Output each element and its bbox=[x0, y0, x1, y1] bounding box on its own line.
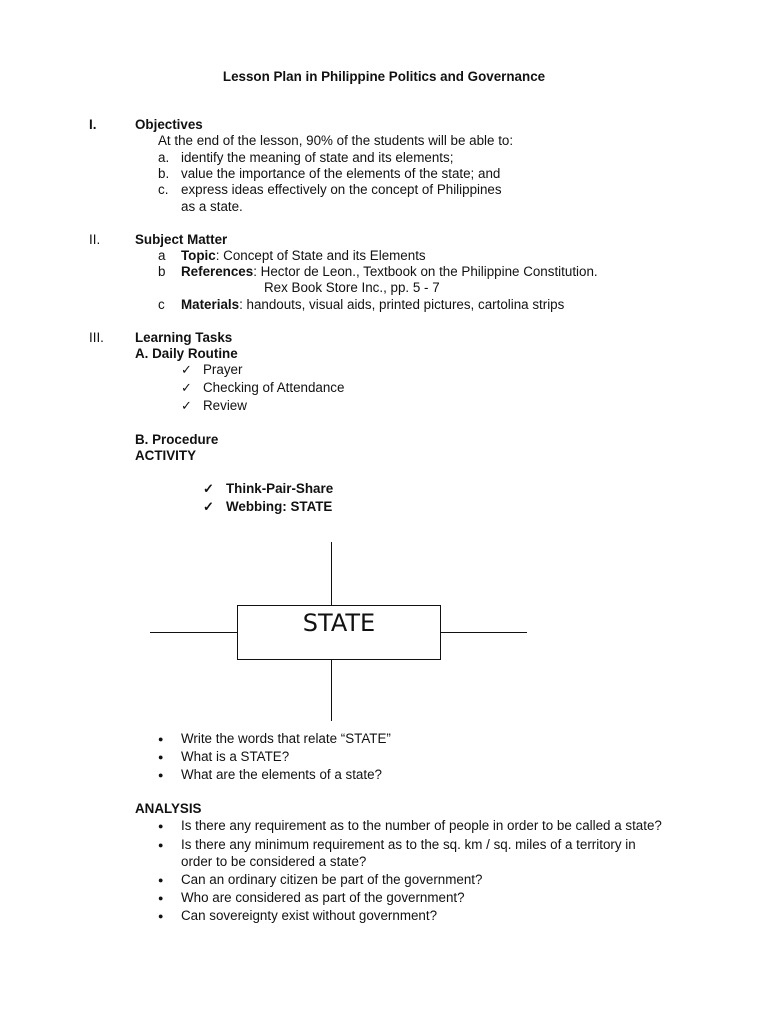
learning-tasks-heading: Learning Tasks bbox=[135, 330, 233, 345]
prompt-item: What is a STATE? bbox=[181, 749, 290, 764]
references-text: : Hector de Leon., Textbook on the Philippine Constitution. bbox=[253, 264, 598, 279]
topic-line bbox=[181, 248, 426, 264]
analysis-question: Can an ordinary citizen be part of the government? bbox=[181, 872, 483, 887]
section-numeral-iii: III. bbox=[89, 330, 104, 345]
routine-item: Checking of Attendance bbox=[203, 380, 345, 395]
subject-matter-heading: Subject Matter bbox=[135, 232, 228, 247]
materials-label: Materials bbox=[181, 297, 240, 312]
objective-marker: b. bbox=[158, 166, 170, 181]
activity-heading: ACTIVITY bbox=[135, 448, 197, 463]
web-center-label: STATE bbox=[302, 609, 376, 637]
routine-item: Review bbox=[203, 398, 247, 413]
analysis-question: Is there any requirement as to the number of people in order to be called a state? bbox=[181, 818, 662, 833]
bullet-icon: ● bbox=[158, 770, 164, 780]
materials-line bbox=[181, 297, 564, 313]
objective-item: express ideas effectively on the concept of Philippines bbox=[181, 182, 502, 197]
activity-item: Think-Pair-Share bbox=[226, 481, 334, 496]
topic-text: : Concept of State and its Elements bbox=[215, 248, 426, 263]
topic-marker: a bbox=[158, 248, 166, 263]
page-title: Lesson Plan in Philippine Politics and Governance bbox=[222, 69, 546, 84]
bullet-icon: ● bbox=[158, 752, 164, 762]
references-continuation: Rex Book Store Inc., pp. 5 - 7 bbox=[264, 280, 440, 295]
topic-label: Topic bbox=[181, 248, 216, 263]
references-line bbox=[181, 264, 598, 280]
objective-item: identify the meaning of state and its elements; bbox=[181, 150, 454, 165]
section-numeral-i: I. bbox=[89, 117, 97, 132]
web-line-top bbox=[331, 542, 332, 605]
web-line-left bbox=[150, 632, 237, 633]
check-icon: ✓ bbox=[181, 380, 192, 395]
web-line-bottom bbox=[331, 659, 332, 721]
bullet-icon: ● bbox=[158, 734, 164, 744]
bullet-icon: ● bbox=[158, 911, 164, 921]
objective-marker: a. bbox=[158, 150, 170, 165]
objectives-heading: Objectives bbox=[135, 117, 203, 132]
check-icon: ✓ bbox=[181, 398, 192, 413]
check-icon: ✓ bbox=[203, 499, 214, 514]
analysis-heading: ANALYSIS bbox=[135, 801, 202, 816]
analysis-question: Can sovereignty exist without government? bbox=[181, 908, 438, 923]
bullet-icon: ● bbox=[158, 821, 164, 831]
section-numeral-ii: II. bbox=[89, 232, 101, 247]
prompt-item: What are the elements of a state? bbox=[181, 767, 382, 782]
prompt-item: Write the words that relate “STATE” bbox=[181, 731, 391, 746]
objective-marker: c. bbox=[158, 182, 169, 197]
objective-item: value the importance of the elements of the state; and bbox=[181, 166, 501, 181]
objectives-intro: At the end of the lesson, 90% of the students will be able to: bbox=[158, 133, 514, 148]
check-icon: ✓ bbox=[203, 481, 214, 496]
routine-item: Prayer bbox=[203, 362, 243, 377]
references-marker: b bbox=[158, 264, 166, 279]
web-line-right bbox=[441, 632, 527, 633]
procedure-heading: B. Procedure bbox=[135, 432, 219, 447]
analysis-question-continuation: order to be considered a state? bbox=[181, 854, 367, 869]
bullet-icon: ● bbox=[158, 840, 164, 850]
check-icon: ✓ bbox=[181, 362, 192, 377]
materials-text: : handouts, visual aids, printed pictures, cartolina strips bbox=[239, 297, 565, 312]
references-label: References bbox=[181, 264, 254, 279]
bullet-icon: ● bbox=[158, 875, 164, 885]
daily-routine-heading: A. Daily Routine bbox=[135, 346, 238, 361]
materials-marker: c bbox=[158, 297, 165, 312]
objective-item-continuation: as a state. bbox=[181, 199, 243, 214]
bullet-icon: ● bbox=[158, 893, 164, 903]
activity-item: Webbing: STATE bbox=[226, 499, 333, 514]
analysis-question: Is there any minimum requirement as to the sq. km / sq. miles of a territory in bbox=[181, 837, 636, 852]
analysis-question: Who are considered as part of the government? bbox=[181, 890, 465, 905]
